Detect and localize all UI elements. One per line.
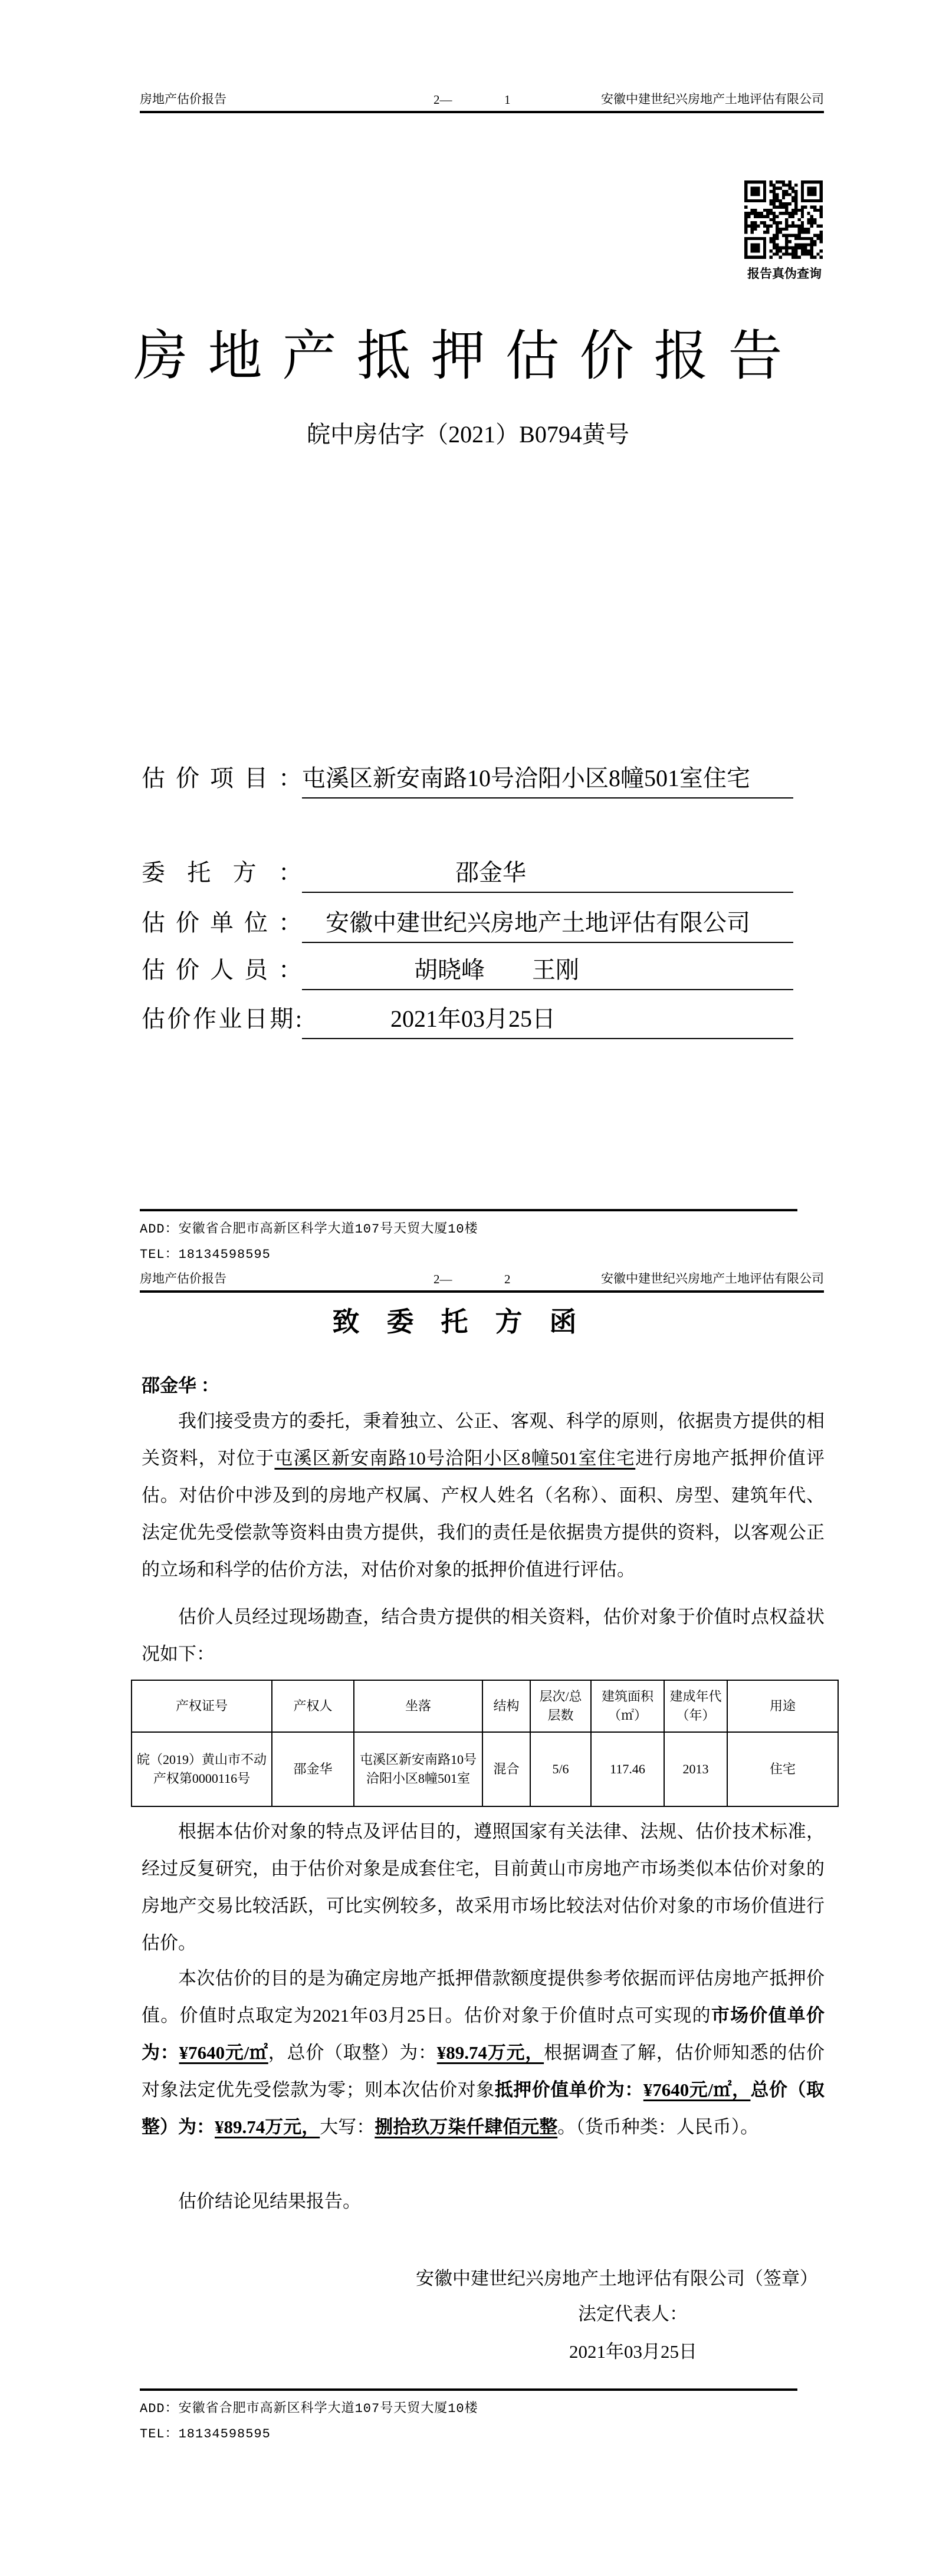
paragraph-intro (142, 1402, 825, 1588)
paragraph-conclusion: 估价结论见结果报告。 (178, 2191, 361, 2212)
market-unit-price: ¥7640元/㎡ (179, 2042, 268, 2063)
table-header-row (132, 1680, 838, 1732)
property-table (131, 1680, 839, 1807)
header-company: 安徽中建世纪兴房地产土地评估有限公司 (601, 92, 824, 106)
text: 我们接受贵方的委托，秉着独立、公正、客观、科学的原则，依据贵方提供的相关资料，对位于 (142, 1411, 825, 1468)
field-value: 邵金华 (302, 849, 793, 896)
table-row (132, 1732, 838, 1806)
page-header (140, 1267, 824, 1293)
table-header: 产权证号 (132, 1680, 272, 1732)
table-cell: 皖（2019）黄山市不动产权第0000116号 (132, 1732, 272, 1806)
table-cell: 邵金华 (272, 1732, 354, 1806)
mortgage-total-price: ¥89.74万元， (215, 2117, 320, 2137)
footer-address: ADD：安徽省合肥市高新区科学大道107号天贸大厦10楼 (140, 2401, 478, 2416)
signature-date: 2021年03月25日 (569, 2341, 697, 2362)
table-cell: 住宅 (727, 1732, 838, 1806)
text: 本次估价的目的是为确定房地产抵押借款额度提供参考依据而评估房地产抵押价值。价值时点取定为2021年03月25日。估价对象于价值时点可实现的 (142, 1968, 825, 2026)
text: 大写： (320, 2117, 375, 2137)
table-header: 结构 (482, 1680, 530, 1732)
report-title: 房地产抵押估价报告 (133, 326, 803, 386)
paragraph-valuation (142, 1960, 825, 2145)
footer-phone: TEL：18134598595 (140, 2427, 271, 2442)
paragraph-method: 根据本估价对象的特点及评估目的，遵照国家有关法律、法规、估价技术标准，经过反复研究，由于估价对象是成套住宅，目前黄山市房地产市场类似本估价对象的房地产交易比较活跃，可比实例较多，故采用市场比较法对估价对象的市场价值进行估价。 (142, 1821, 825, 1953)
field-client (142, 849, 793, 896)
page-footer (140, 2388, 797, 2442)
text: 根据调查了解，估价师知悉的估价对象法定优先受偿款为零；则本次估价对象 (142, 2042, 825, 2100)
header-doc-type: 房地产估价报告 (140, 92, 226, 106)
total-price-in-words: 捌拾玖万柒仟肆佰元整 (375, 2117, 558, 2137)
property-address: 屯溪区新安南路10号洽阳小区8幢501室住宅 (274, 1448, 636, 1468)
text: 进行房地产抵押价值评估。对估价中涉及到的房地产权属、产权人姓名（名称）、面积、房型、建筑年代、法定优先受偿款等资料由贵方提供，我们的责任是依据贵方提供的资料，以客观公正的立场和科学的估价方法，对估价对象的抵押价值进行评估。 (142, 1448, 825, 1580)
page-footer (140, 1209, 797, 1262)
header-doc-type: 房地产估价报告 (140, 1271, 226, 1286)
footer-address: ADD：安徽省合肥市高新区科学大道107号天贸大厦10楼 (140, 1222, 478, 1237)
table-header: 用途 (727, 1680, 838, 1732)
field-label: 委托方： (142, 859, 302, 886)
field-label: 估价人员： (142, 957, 302, 983)
text: ，总价（取整）为： (268, 2042, 437, 2063)
report-number: 皖中房估字（2021）B0794黄号 (307, 421, 629, 448)
field-appraiser-org (142, 899, 793, 946)
signer-company: 安徽中建世纪兴房地产土地评估有限公司（签章） (416, 2268, 818, 2289)
table-header: 产权人 (272, 1680, 354, 1732)
field-date (142, 995, 793, 1042)
field-value: 安徽中建世纪兴房地产土地评估有限公司 (302, 899, 793, 946)
table-header: 建成年代（年） (664, 1680, 727, 1732)
header-page-prefix: 2— (433, 93, 452, 107)
market-total-price: ¥89.74万元， (436, 2042, 544, 2063)
table-header: 建筑面积（㎡） (591, 1680, 664, 1732)
qr-code-icon[interactable] (744, 180, 823, 259)
text: 市场价值单价为： (142, 2005, 825, 2063)
qr-caption: 报告真伪查询 (747, 267, 822, 281)
table-cell: 屯溪区新安南路10号洽阳小区8幢501室 (354, 1732, 482, 1806)
table-cell: 混合 (482, 1732, 530, 1806)
field-value: 2021年03月25日 (302, 995, 793, 1042)
table-cell: 2013 (664, 1732, 727, 1806)
table-header: 层次/总层数 (530, 1680, 591, 1732)
text: 抵押价值单价为： (494, 2079, 643, 2100)
legal-representative: 法定代表人： (578, 2304, 688, 2324)
page-header (140, 87, 824, 113)
footer-phone: TEL：18134598595 (140, 1247, 271, 1262)
field-label: 估价单位： (142, 909, 302, 936)
header-page-prefix: 2— (433, 1272, 452, 1286)
paragraph-status: 估价人员经过现场勘查，结合贵方提供的相关资料，估价对象于价值时点权益状况如下： (142, 1606, 825, 1664)
salutation: 邵金华 ： (142, 1375, 219, 1396)
text: 。（货币种类：人民币）。 (557, 2117, 759, 2137)
letter-title: 致委托方函 (332, 1307, 604, 1337)
field-label: 估价项目： (142, 765, 302, 791)
field-label: 估价作业日期: (142, 1006, 302, 1032)
field-value: 屯溪区新安南路10号洽阳小区8幢501室住宅 (302, 755, 793, 801)
table-cell: 5/6 (530, 1732, 591, 1806)
mortgage-unit-price: ¥7640元/㎡， (643, 2079, 751, 2100)
header-company: 安徽中建世纪兴房地产土地评估有限公司 (601, 1271, 824, 1286)
table-header: 坐落 (354, 1680, 482, 1732)
field-value: 胡晓峰 王刚 (302, 947, 793, 993)
field-appraisers (142, 947, 793, 993)
header-page-number: 2 (504, 1272, 511, 1286)
table-cell: 117.46 (591, 1732, 664, 1806)
text: 总价（取整）为： (142, 2079, 825, 2137)
field-project (142, 755, 793, 801)
header-page-number: 1 (504, 93, 511, 107)
